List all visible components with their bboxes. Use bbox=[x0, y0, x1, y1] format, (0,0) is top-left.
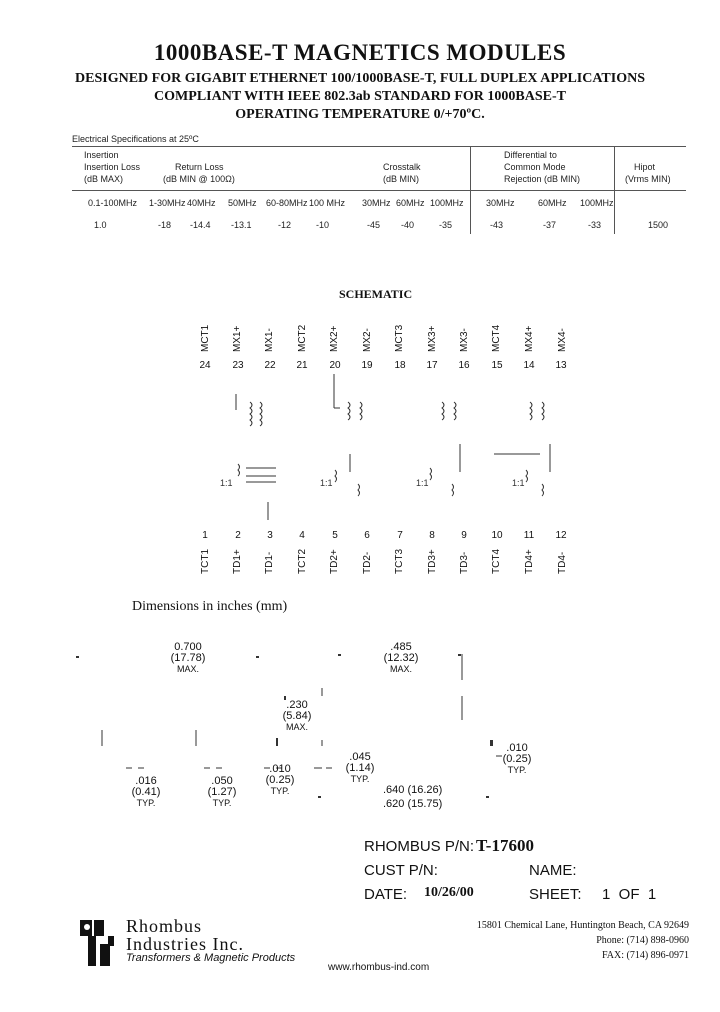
dim-lead-thickness-in: .010 bbox=[269, 763, 291, 775]
pin-label-td4p: TD4+ bbox=[524, 549, 535, 574]
sheet-value: 1 OF 1 bbox=[602, 886, 657, 903]
dim-side-thickness bbox=[500, 743, 534, 776]
company-name-line-2: Industries Inc. bbox=[126, 934, 244, 954]
pin-label-tct2: TCT2 bbox=[297, 549, 308, 574]
pin-label-td3n: TD3- bbox=[459, 551, 470, 574]
dim-lead-width-mm: (0.41) bbox=[131, 786, 161, 798]
specs-caption: Electrical Specifications at 25ºC bbox=[72, 134, 199, 144]
freq-3: 50MHz bbox=[228, 198, 257, 208]
date-label: DATE: bbox=[364, 886, 408, 903]
sheet-label: SHEET: bbox=[529, 886, 582, 903]
company-fax: FAX: (714) 896-0971 bbox=[601, 950, 689, 961]
dim-pitch bbox=[200, 776, 244, 809]
pin-10: 10 bbox=[491, 530, 503, 541]
value-4: -12 bbox=[278, 220, 292, 230]
specs-top-rule bbox=[72, 146, 686, 147]
dimensions-title: Dimensions in inches (mm) bbox=[132, 599, 288, 614]
rhombus-logo-icon bbox=[78, 918, 122, 968]
dim-length-note: MAX. bbox=[176, 664, 199, 674]
return-loss-unit: (dB MIN @ 100Ω) bbox=[163, 174, 235, 184]
pin-22: 22 bbox=[264, 360, 276, 371]
value-1: -18 bbox=[158, 220, 172, 230]
dim-standoff-in: .045 bbox=[349, 751, 371, 763]
insertion-loss-heading: Insertion Loss bbox=[84, 162, 141, 172]
pin-16: 16 bbox=[458, 360, 470, 371]
schematic-title: SCHEMATIC bbox=[339, 287, 413, 301]
value-0: 1.0 bbox=[94, 220, 107, 230]
pin-label-mct2: MCT2 bbox=[297, 324, 308, 352]
pin-18: 18 bbox=[394, 360, 406, 371]
freq-11: 100MHz bbox=[580, 198, 614, 208]
pin-label-mx3n: MX3- bbox=[459, 328, 470, 352]
pin-label-td2p: TD2+ bbox=[329, 549, 340, 574]
company-address: 15801 Chemical Lane, Huntington Beach, CA 92649 bbox=[476, 920, 689, 931]
company-name-line-1: Rhombus bbox=[126, 916, 203, 936]
dim-lead-thickness-note: TYP. bbox=[270, 786, 290, 796]
cust-pn-label: CUST P/N: bbox=[364, 862, 438, 879]
pin-2: 2 bbox=[235, 530, 241, 541]
ratio-label-2: 1:1 bbox=[320, 478, 333, 488]
hipot-heading: Hipot bbox=[634, 162, 656, 172]
transformer-schematic-icon bbox=[190, 372, 580, 532]
dim-pitch-in: .050 bbox=[211, 775, 233, 787]
value-12: 1500 bbox=[648, 220, 669, 230]
value-8: -35 bbox=[439, 220, 453, 230]
company-tagline: Transformers & Magnetic Products bbox=[126, 952, 296, 964]
freq-10: 60MHz bbox=[538, 198, 567, 208]
dim-length-in: 0.700 bbox=[174, 641, 202, 653]
pin-14: 14 bbox=[523, 360, 535, 371]
pin-21: 21 bbox=[296, 360, 308, 371]
dim-length bbox=[163, 642, 213, 675]
pin-label-tct4: TCT4 bbox=[491, 549, 502, 574]
pin-13: 13 bbox=[555, 360, 567, 371]
dim-height-mm: (5.84) bbox=[282, 710, 312, 722]
pin-label-tct3: TCT3 bbox=[394, 549, 405, 574]
dim-width bbox=[376, 642, 426, 675]
dim-standoff-note: TYP. bbox=[350, 774, 370, 784]
pin-label-mx4p: MX4+ bbox=[524, 325, 535, 352]
pin-label-mx2n: MX2- bbox=[362, 328, 373, 352]
subtitle-line-3: OPERATING TEMPERATURE 0/+70ºC. bbox=[235, 107, 485, 122]
dim-width-in: .485 bbox=[390, 641, 412, 653]
dim-side-thickness-in: .010 bbox=[506, 742, 528, 754]
pin-label-mx2p: MX2+ bbox=[329, 325, 340, 352]
value-11: -33 bbox=[588, 220, 602, 230]
pin-label-td2n: TD2- bbox=[362, 551, 373, 574]
pin-label-mct1: MCT1 bbox=[200, 324, 211, 352]
date-value: 10/26/00 bbox=[424, 885, 474, 900]
dim-width-note: MAX. bbox=[389, 664, 412, 674]
dim-lead-width bbox=[124, 776, 168, 809]
dim-height-in: .230 bbox=[286, 699, 308, 711]
value-2: -14.4 bbox=[190, 220, 211, 230]
pin-11: 11 bbox=[523, 530, 535, 541]
ratio-label-1: 1:1 bbox=[220, 478, 233, 488]
dim-lead-thickness bbox=[258, 764, 302, 797]
value-10: -37 bbox=[543, 220, 557, 230]
pin-5: 5 bbox=[332, 530, 338, 541]
pin-label-td1p: TD1+ bbox=[232, 549, 243, 574]
dim-width-mm: (12.32) bbox=[383, 652, 419, 664]
company-phone: Phone: (714) 898-0960 bbox=[596, 935, 689, 946]
company-website[interactable]: www.rhombus-ind.com bbox=[328, 962, 430, 973]
document-title: 1000BASE-T MAGNETICS MODULES bbox=[153, 40, 567, 65]
dim-length-mm: (17.78) bbox=[170, 652, 206, 664]
pin-label-td3p: TD3+ bbox=[427, 549, 438, 574]
ratio-label-3: 1:1 bbox=[416, 478, 429, 488]
freq-0: 0.1-100MHz bbox=[88, 198, 138, 208]
pin-4: 4 bbox=[299, 530, 305, 541]
dim-side-thickness-note: TYP. bbox=[507, 765, 527, 775]
dim-height bbox=[275, 700, 319, 733]
value-7: -40 bbox=[401, 220, 415, 230]
rhombus-pn-label: RHOMBUS P/N: bbox=[364, 838, 475, 855]
freq-5: 100 MHz bbox=[309, 198, 346, 208]
freq-4: 60-80MHz bbox=[266, 198, 308, 208]
dim-height-note: MAX. bbox=[285, 722, 308, 732]
pin-23: 23 bbox=[232, 360, 244, 371]
ratio-label-4: 1:1 bbox=[512, 478, 525, 488]
freq-1: 1-30MHz bbox=[149, 198, 186, 208]
pin-label-mx4n: MX4- bbox=[557, 328, 568, 352]
name-label: NAME: bbox=[529, 862, 577, 879]
pin-12: 12 bbox=[555, 530, 567, 541]
document-header bbox=[0, 40, 720, 124]
return-loss-heading: Return Loss bbox=[175, 162, 224, 172]
dim-lead-width-note: TYP. bbox=[136, 798, 156, 808]
pin-label-tct1: TCT1 bbox=[200, 549, 211, 574]
crosstalk-heading: Crosstalk bbox=[383, 162, 421, 172]
pin-label-mx1n: MX1- bbox=[264, 328, 275, 352]
pin-9: 9 bbox=[461, 530, 467, 541]
pin-label-mx1p: MX1+ bbox=[232, 325, 243, 352]
pin-6: 6 bbox=[364, 530, 370, 541]
pin-8: 8 bbox=[429, 530, 435, 541]
freq-6: 30MHz bbox=[362, 198, 391, 208]
dim-standoff bbox=[338, 752, 382, 785]
cmr-heading-3: Rejection (dB MIN) bbox=[504, 174, 581, 184]
freq-8: 100MHz bbox=[430, 198, 464, 208]
hipot-unit: (Vrms MIN) bbox=[625, 174, 671, 184]
pin-label-td4n: TD4- bbox=[557, 551, 568, 574]
cmr-heading-1: Differential to bbox=[504, 150, 557, 160]
pin-19: 19 bbox=[361, 360, 373, 371]
dim-side-thickness-mm: (0.25) bbox=[502, 753, 532, 765]
value-9: -43 bbox=[490, 220, 504, 230]
pin-3: 3 bbox=[267, 530, 273, 541]
pin-label-td1n: TD1- bbox=[264, 551, 275, 574]
value-3: -13.1 bbox=[231, 220, 252, 230]
freq-7: 60MHz bbox=[396, 198, 425, 208]
crosstalk-unit: (dB MIN) bbox=[383, 174, 419, 184]
pin-label-mx3p: MX3+ bbox=[427, 325, 438, 352]
pin-17: 17 bbox=[426, 360, 438, 371]
freq-2: 40MHz bbox=[187, 198, 216, 208]
specs-header-rule bbox=[72, 190, 686, 191]
cmr-heading-2: Common Mode bbox=[504, 162, 566, 172]
dim-span-max: .640 (16.26) bbox=[383, 784, 443, 796]
rhombus-pn-value: T-17600 bbox=[476, 836, 534, 855]
value-5: -10 bbox=[316, 220, 330, 230]
subtitle-line-2: COMPLIANT WITH IEEE 802.3ab STANDARD FOR 1000BASE-T bbox=[154, 89, 566, 104]
pin-label-mct4: MCT4 bbox=[491, 324, 502, 352]
pin-1: 1 bbox=[202, 530, 208, 541]
pin-24: 24 bbox=[199, 360, 211, 371]
dim-standoff-mm: (1.14) bbox=[345, 762, 375, 774]
dim-span-min: .620 (15.75) bbox=[383, 798, 443, 810]
subtitle-line-1: DESIGNED FOR GIGABIT ETHERNET 100/1000BASE-T, FULL DUPLEX APPLICATIONS bbox=[75, 71, 645, 86]
pin-7: 7 bbox=[397, 530, 403, 541]
insertion-unit: (dB MAX) bbox=[84, 174, 124, 184]
dim-pitch-note: TYP. bbox=[212, 798, 232, 808]
value-6: -45 bbox=[367, 220, 381, 230]
dim-lead-width-in: .016 bbox=[135, 775, 157, 787]
pin-15: 15 bbox=[491, 360, 503, 371]
pin-20: 20 bbox=[329, 360, 341, 371]
insertion-heading: Insertion bbox=[84, 150, 119, 160]
pin-label-mct3: MCT3 bbox=[394, 324, 405, 352]
dim-pitch-mm: (1.27) bbox=[207, 786, 237, 798]
dim-lead-thickness-mm: (0.25) bbox=[265, 774, 295, 786]
freq-9: 30MHz bbox=[486, 198, 515, 208]
